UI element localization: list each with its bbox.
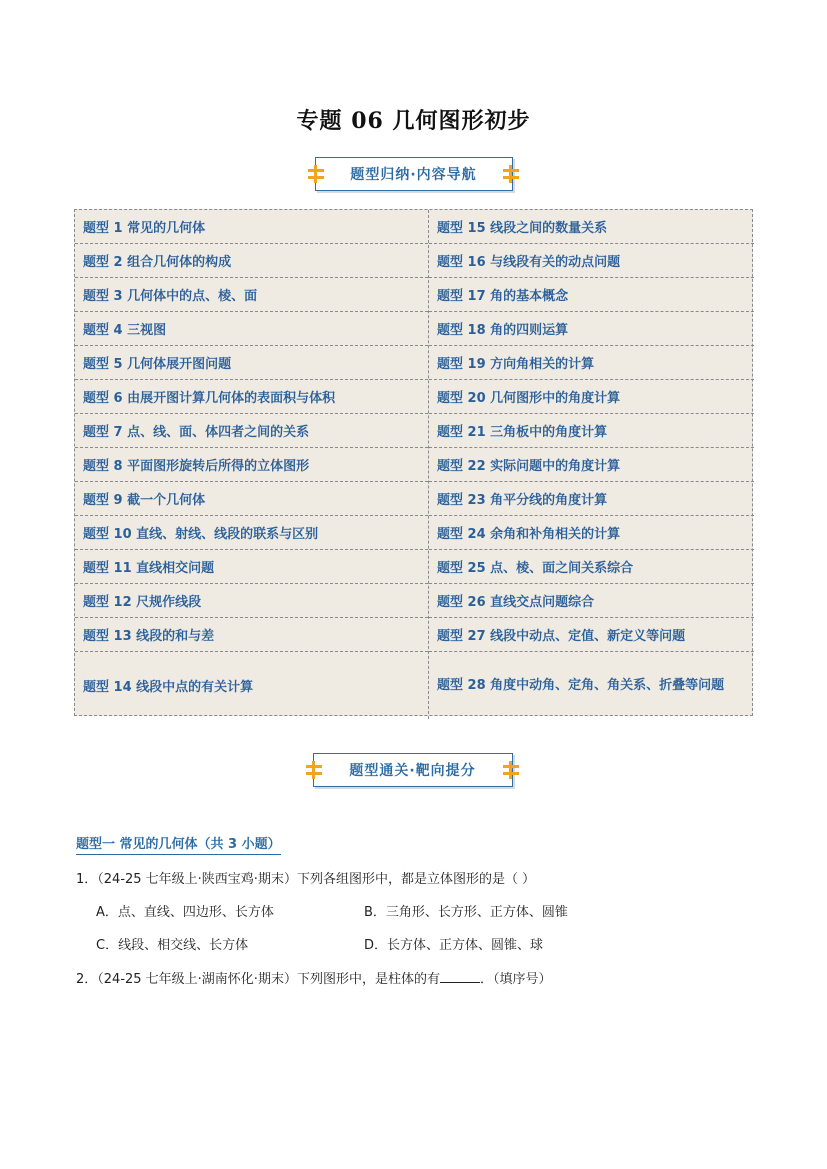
nav-item: 题型 2 组合几何体的构成 bbox=[75, 244, 428, 278]
nav-item: 题型 1 常见的几何体 bbox=[75, 210, 428, 244]
nav-item: 题型 10 直线、射线、线段的联系与区别 bbox=[75, 516, 428, 550]
nav-item: 题型 22 实际问题中的角度计算 bbox=[429, 448, 754, 482]
nav-item: 题型 19 方向角相关的计算 bbox=[429, 346, 754, 380]
nav-item: 题型 26 直线交点问题综合 bbox=[429, 584, 754, 618]
question-2-stem bbox=[76, 968, 551, 987]
answer-blank[interactable] bbox=[440, 970, 480, 983]
nav-item: 题型 15 线段之间的数量关系 bbox=[429, 210, 754, 244]
question-2-text: 2．（24-25 七年级上·湖南怀化·期末）下列图形中，是柱体的有 bbox=[76, 972, 440, 987]
topic-navigation-table bbox=[74, 209, 753, 716]
section-heading: 题型一 常见的几何体（共 3 小题） bbox=[76, 833, 281, 855]
banner-left-decoration bbox=[308, 165, 324, 183]
question-1-stem: 1．（24-25 七年级上·陕西宝鸡·期末）下列各组图形中，都是立体图形的是（ ） bbox=[76, 872, 536, 887]
question-1-option-d: D．长方体、正方体、圆锥、球 bbox=[364, 938, 544, 953]
banner-label: 题型归纳·内容导航 bbox=[315, 157, 513, 191]
section-banner-practice bbox=[298, 752, 527, 788]
nav-item: 题型 27 线段中动点、定值、新定义等问题 bbox=[429, 618, 754, 652]
nav-item: 题型 3 几何体中的点、棱、面 bbox=[75, 278, 428, 312]
nav-item: 题型 25 点、棱、面之间关系综合 bbox=[429, 550, 754, 584]
nav-left-column bbox=[75, 210, 428, 719]
nav-item: 题型 23 角平分线的角度计算 bbox=[429, 482, 754, 516]
section-banner-navigation bbox=[300, 156, 527, 192]
banner-right-decoration bbox=[503, 165, 519, 183]
banner-left-decoration bbox=[306, 761, 322, 779]
nav-item: 题型 5 几何体展开图问题 bbox=[75, 346, 428, 380]
question-1-option-a: A．点、直线、四边形、长方体 bbox=[96, 905, 274, 920]
nav-item: 题型 20 几何图形中的角度计算 bbox=[429, 380, 754, 414]
nav-item: 题型 11 直线相交问题 bbox=[75, 550, 428, 584]
page-title: 专题 06 几何图形初步 bbox=[296, 108, 531, 134]
question-1-option-c: C．线段、相交线、长方体 bbox=[96, 938, 249, 953]
nav-item: 题型 14 线段中点的有关计算 bbox=[83, 680, 254, 695]
nav-item: 题型 24 余角和补角相关的计算 bbox=[429, 516, 754, 550]
question-1-option-b: B．三角形、长方形、正方体、圆锥 bbox=[364, 905, 568, 920]
nav-item: 题型 8 平面图形旋转后所得的立体图形 bbox=[75, 448, 428, 482]
nav-item: 题型 4 三视图 bbox=[75, 312, 428, 346]
question-2-text-end: ．（填序号） bbox=[479, 972, 552, 987]
nav-item: 题型 6 由展开图计算几何体的表面积与体积 bbox=[75, 380, 428, 414]
nav-item: 题型 7 点、线、面、体四者之间的关系 bbox=[75, 414, 428, 448]
nav-item: 题型 13 线段的和与差 bbox=[75, 618, 428, 652]
banner-label: 题型通关·靶向提分 bbox=[313, 753, 513, 787]
nav-item: 题型 9 截一个几何体 bbox=[75, 482, 428, 516]
nav-item: 题型 21 三角板中的角度计算 bbox=[429, 414, 754, 448]
nav-right-column bbox=[428, 210, 754, 719]
nav-item: 题型 12 尺规作线段 bbox=[75, 584, 428, 618]
nav-item: 题型 16 与线段有关的动点问题 bbox=[429, 244, 754, 278]
nav-item: 题型 18 角的四则运算 bbox=[429, 312, 754, 346]
nav-item: 题型 17 角的基本概念 bbox=[429, 278, 754, 312]
nav-item: 题型 28 角度中动角、定角、角关系、折叠等问题 bbox=[437, 677, 725, 693]
banner-right-decoration bbox=[503, 761, 519, 779]
